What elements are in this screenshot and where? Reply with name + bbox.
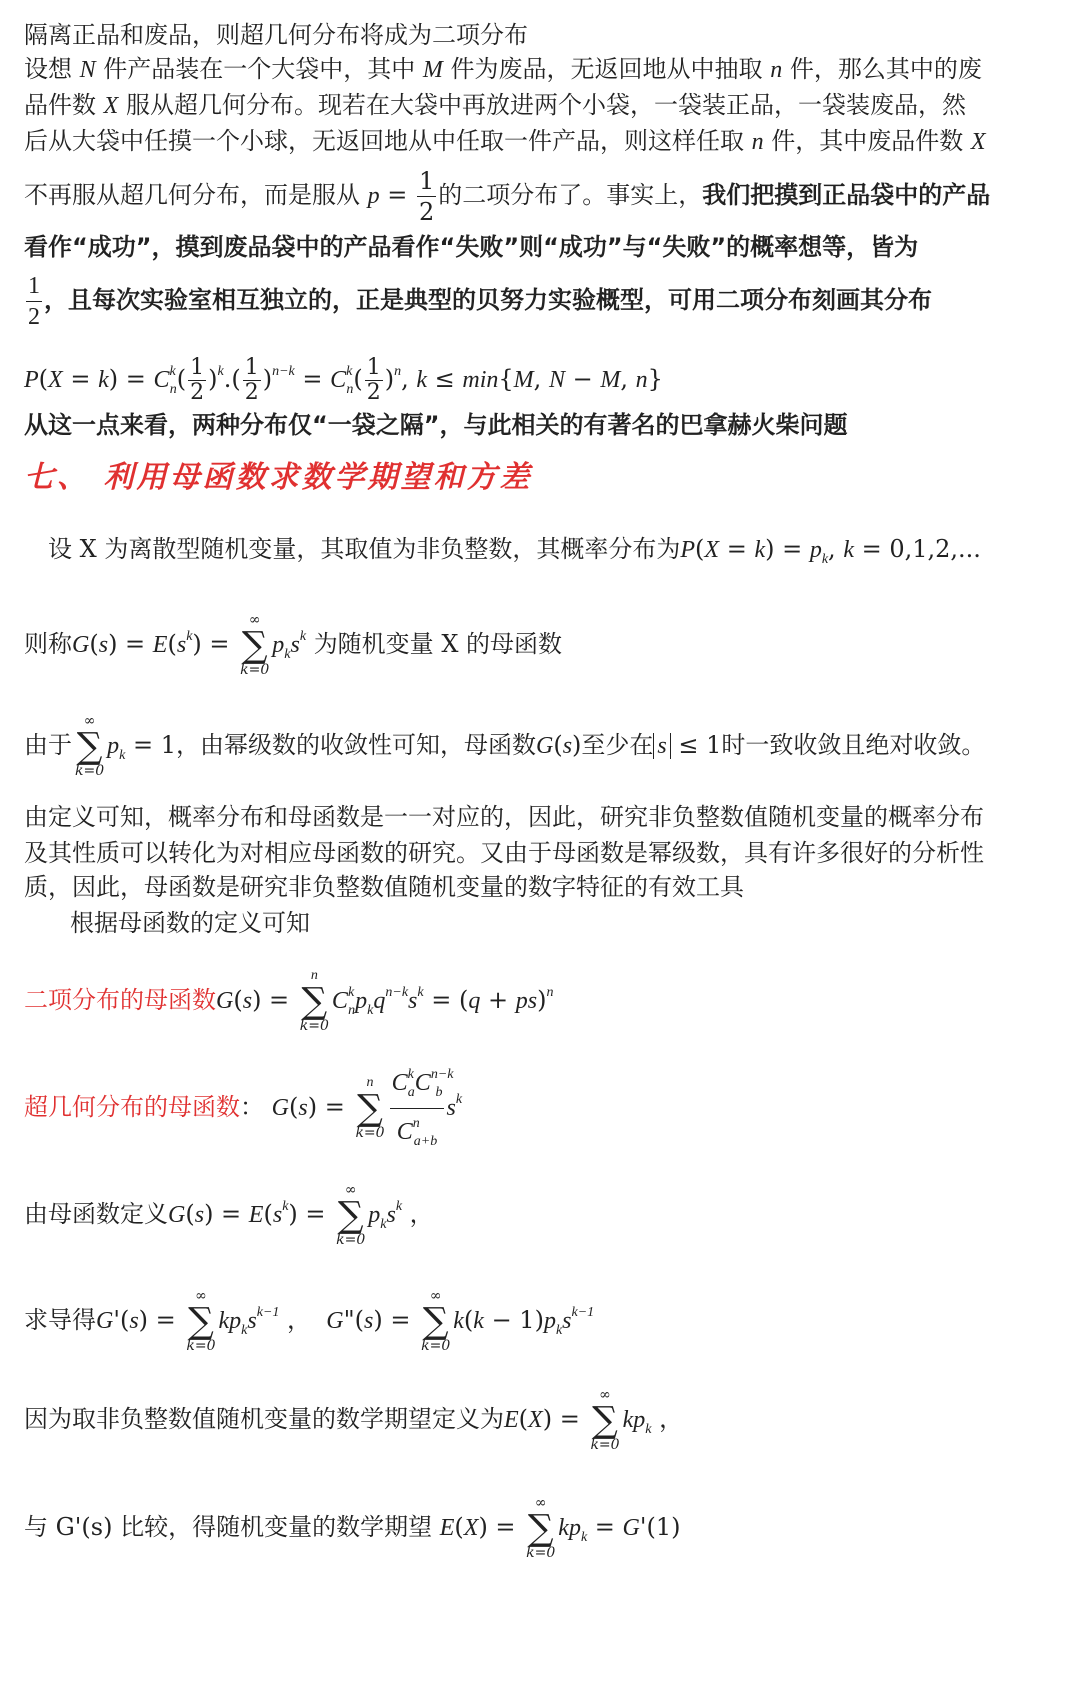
body-p1: 设 X 为离散型随机变量，其取值为非负整数，其概率分布为$P(X = k) = p_k$, k = 0,1,2,... xyxy=(48,535,981,567)
formula-derivatives: 求导得G'(s) = ∞ ∑ k=0 $kp_ks^{k-1}$ ， G"(s) = ∞ ∑ k=0 $k(k - 1)p_ks^{k-1}$ xyxy=(24,1287,595,1354)
body-p6: 质，因此，母函数是研究非负整数值随机变量的数字特征的有效工具 xyxy=(24,873,744,901)
intro-line-7: $\frac{1}{2}$ ，且每次实验室相互独立的，正是典型的贝努力实验概型，可用二项分布刻画其分布 xyxy=(28,272,932,330)
body-p3: 由于 ∞ ∑ k=0 $p_k = 1$，由幂级数的收敛性可知，母函数G(s)至少在 s ≤ 1时一致收敛且绝对收敛。 xyxy=(24,712,986,779)
formula-binomial-gf: 二项分布的母函数G(s) = n ∑ k=0 $C^k_np_kq^{n-k}s^k = (q + ps)^n$ xyxy=(24,967,554,1034)
body-p4: 由定义可知，概率分布和母函数是一一对应的，因此，研究非负整数值随机变量的概率分布 xyxy=(24,803,984,831)
intro-line-6: 看作“成功”，摸到废品袋中的产品看作“失败”则“成功”与“失败”的概率想等，皆为 xyxy=(24,233,919,261)
formula-hypergeometric-gf: 超几何分布的母函数： G(s) = n ∑ k=0 $\frac{C^k_aC^{n-k}_b}{C^n_{a+b}}$ $s^k$ xyxy=(24,1060,1060,1157)
intro-line-1: 隔离正品和废品，则超几何分布将成为二项分布 xyxy=(24,21,528,49)
formula-expectation-def: 因为取非负整数值随机变量的数学期望定义为E(X) = ∞ ∑ k=0 $kp_k$ ， xyxy=(24,1386,684,1453)
intro-line-5: 不再服从超几何分布，而是服从 p = $\frac{1}{2}$ 的二项分布了。事实上，我们把摸到正品袋中的产品 xyxy=(24,167,991,226)
body-p2: 则称$G(s) = E(s^k)$ = ∞ ∑ k=0 $p_ks^k$ 为随机变量 X 的母函数 xyxy=(24,611,563,678)
intro-line-4: 后从大袋中任摸一个小球，无返回地从中任取一件产品，则这样任取 n 件，其中废品件数 X xyxy=(24,127,986,155)
body-p5: 及其性质可以转化为对相应母函数的研究。又由于母函数是幂级数，具有许多很好的分析性 xyxy=(24,839,984,867)
formula-expectation-result: 与 G'(s) 比较，得随机变量的数学期望 E(X) = ∞ ∑ k=0 $kp_k = G'(1)$ xyxy=(24,1494,681,1561)
body-p7: 根据母函数的定义可知 xyxy=(70,909,310,937)
intro-line-2: 设想 N 件产品装在一个大袋中，其中 M 件为废品，无返回地从中抽取 n 件，那么其中的废 xyxy=(24,55,982,83)
intro-line-9: 从这一点来看，两种分布仅“一袋之隔”，与此相关的有著名的巴拿赫火柴问题 xyxy=(24,411,848,439)
intro-line-3: 品件数 X 服从超几何分布。现若在大袋中再放进两个小袋，一袋装正品，一袋装废品，然 xyxy=(24,91,966,119)
formula-gf-definition: 由母函数定义$G(s) = E(s^k)$ = ∞ ∑ k=0 $p_ks^k$ ， xyxy=(24,1181,434,1248)
formula-binomial-pmf: $P(X = k) = C^k_n$( $\frac{1}{2}$ )$^k$.( $\frac{1}{2}$ )$^{n-k} = C^k_n$( $\frac{1}{2}$ )$^n$, k ≤ min{M, N − M, n} xyxy=(24,355,663,405)
section-heading: 七、 利用母函数求数学期望和方差 xyxy=(24,460,533,495)
